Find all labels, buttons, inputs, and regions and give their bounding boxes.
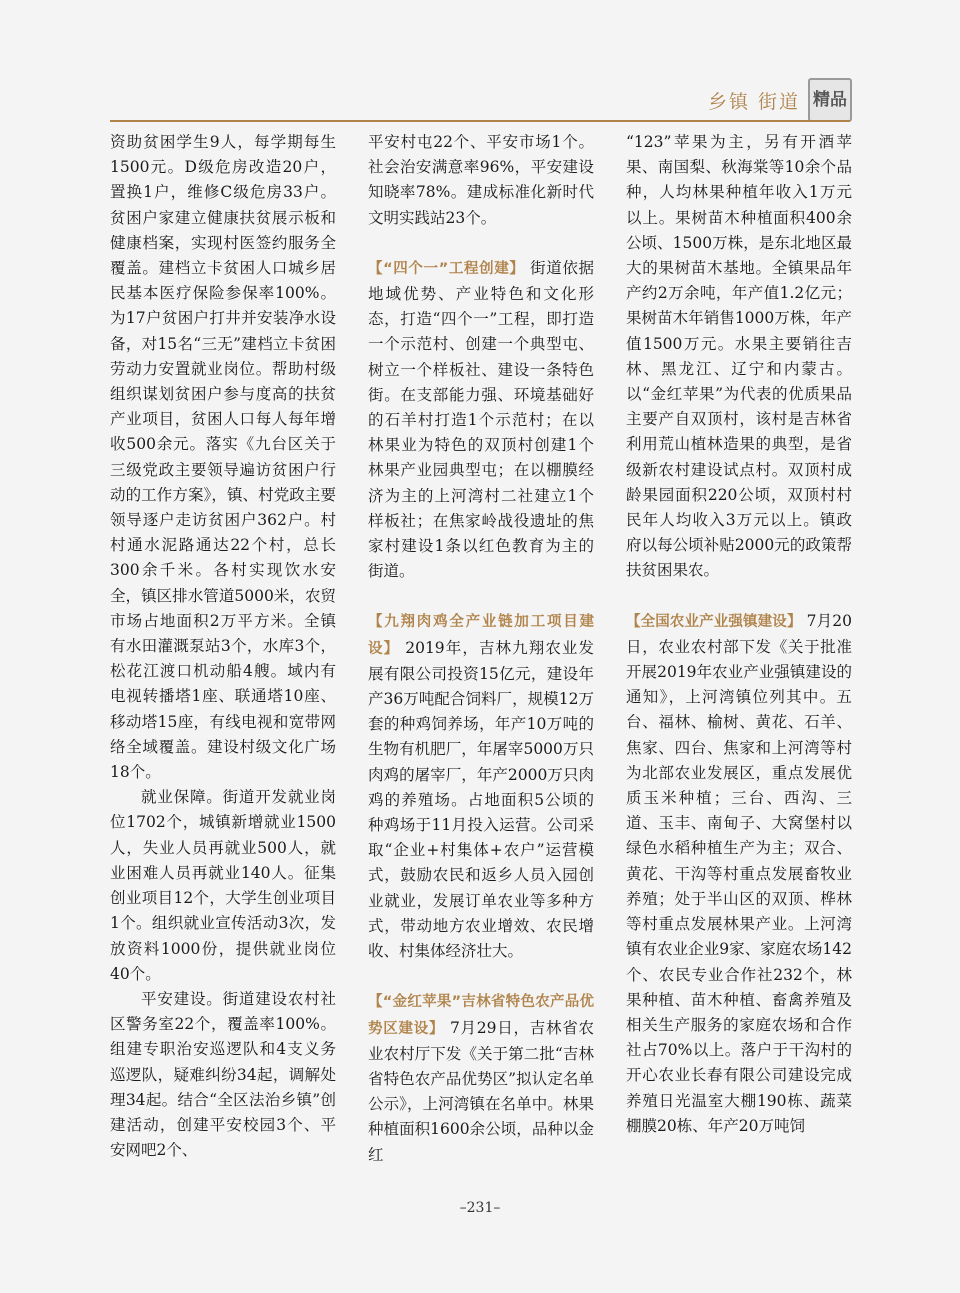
- section-heading: 【全国农业产业强镇建设】: [626, 613, 802, 630]
- section-paragraph: [626, 609, 852, 1139]
- section-heading: 【“四个一”工程创建】: [368, 260, 525, 277]
- section-text: 2019年，吉林九翔农业发展有限公司投资15亿元，建设年产36万吨配合饲料厂，规模12万套的种鸡饲养场，年产10万吨的生物有机肥厂，年屠宰5000万只肉鸡的屠宰厂，年产2000万只肉鸡的养殖场。占地面积5公顷的种鸡场于11月投入运营。公司采取“企业+村集体+农户”运营模式，鼓励农民和返乡人员入园创业就业，发展订单农业等多种方式，带动地方农业增效、农民增收、村集体经济壮大。: [368, 638, 594, 961]
- section-paragraph: [368, 256, 594, 585]
- section-text: 7月29日，吉林省农业农村厅下发《关于第二批“吉林省特色农产品优势区”拟认定名单公示》，上河湾镇在名单中。林果种植面积1600余公顷，品种以金红: [368, 1018, 595, 1164]
- header-divider: [110, 120, 850, 122]
- column-1: [110, 130, 336, 1163]
- section-paragraph: [368, 609, 594, 964]
- paragraph: 就业保障。街道开发就业岗位1702个，城镇新增就业1500人，失业人员再就业500人，就业困难人员再就业140人。征集创业项目12个，大学生创业项目1个。组织就业宣传活动3次，发放资料1000份，提供就业岗位40个。: [110, 788, 336, 983]
- section-heading: 【九翔肉鸡全产业链加工项目建设】: [368, 614, 594, 657]
- section-text: 7月20日，农业农村部下发《关于批准开展2019年农业产业强镇建设的通知》，上河湾镇位列其中。五台、福林、榆树、黄花、石羊、焦家、四台、焦家和上河湾等村为北部农业发展区，重点发展优质玉米种植；三台、西沟、三道、玉丰、南甸子、大窝堡村以绿色水稻种植生产为主；双合、黄花、干沟等村重点发展畜牧业养殖；处于半山区的双顶、桦林等村重点发展林果产业。上河湾镇有农业企业9家、家庭农场142个、农民专业合作社232个，林果种植、苗木种植、畜禽养殖及相关生产服务的家庭农场和合作社占70%以上。落户于干沟村的开心农业长春有限公司建设完成养殖日光温室大棚190栋、蔬菜棚膜20栋、年产20万吨饲: [626, 611, 852, 1135]
- section-title: 乡镇 街道: [707, 90, 800, 113]
- paragraph: “123”苹果为主，另有开酒苹果、南国梨、秋海棠等10余个品种，人均林果种植年收入1万元以上。果树苗木种植面积400余公顷、1500万株，是东北地区最大的果树苗木基地。全镇果品年产约2万余吨，年产值1.2亿元；果树苗木年销售1000万株，年产值1500万元。水果主要销往吉林、黑龙江、辽宁和内蒙古。以“金红苹果”为代表的优质果品主要产自双顶村，该村是吉林省利用荒山植林造果的典型，是省级新农村建设试点村。双顶村成龄果园面积220公顷，双顶村村民年人均收入3万元以上。镇政府以每公顷补贴2000元的政策帮扶贫困果农。: [626, 133, 852, 580]
- paragraph: 平安建设。街道建设农村社区警务室22个，覆盖率100%。组建专职治安巡逻队和4支义务巡逻队，疑难纠纷34起，调解处理34起。结合“全区法治乡镇”创建活动，创建平安校园3个、平安网吧2个、: [110, 989, 336, 1160]
- page-header: [708, 78, 852, 122]
- section-paragraph: [368, 989, 594, 1167]
- column-2: [368, 130, 594, 1168]
- section-heading: 【“金红苹果”吉林省特色农产品优势区建设】: [368, 994, 594, 1037]
- paragraph: 资助贫困学生9人，每学期每生1500元。D级危房改造20户，置换1户，维修C级危房33户。贫困户家建立健康扶贫展示板和健康档案，实现村医签约服务全覆盖。建档立卡贫困人口城乡居民基本医疗保险参保率100%。为17户贫困户打井并安装净水设备，对15名“三无”建档立卡贫困劳动力安置就业岗位。帮助村级组织谋划贫困户参与度高的扶贫产业项目，贫困人口每人每年增收500余元。落实《九台区关于三级党政主要领导遍访贫困户行动的工作方案》，镇、村党政主要领导逐户走访贫困户362户。村村通水泥路通达22个村，总长300余千米。各村实现饮水安全，镇区排水管道5000米，农贸市场占地面积2万平方米。全镇有水田灌溉泵站3个，水库3个，松花江渡口机动船4艘。域内有电视转播塔1座、联通塔10座、移动塔15座，有线电视和宽带网络全域覆盖。建设村级文化广场18个。: [110, 133, 336, 782]
- page-number: –231–: [459, 1200, 501, 1216]
- section-text: 街道依据地域优势、产业特色和文化形态，打造“四个一”工程，即打造一个示范村、创建一个典型屯、树立一个样板社、建设一条特色街。在支部能力强、环境基础好的石羊村打造1个示范村；在以林果业为特色的双顶村创建1个林果产业园典型屯；在以棚膜经济为主的上河湾村二社建立1个样板社；在焦家岭战役遗址的焦家村建设1条以红色教育为主的街道。: [368, 258, 594, 581]
- jingpin-logo: 精品: [808, 78, 852, 122]
- paragraph: 平安村屯22个、平安市场1个。社会治安满意率96%，平安建设知晓率78%。建成标准化新时代文明实践站23个。: [368, 133, 594, 227]
- column-3: [626, 130, 852, 1139]
